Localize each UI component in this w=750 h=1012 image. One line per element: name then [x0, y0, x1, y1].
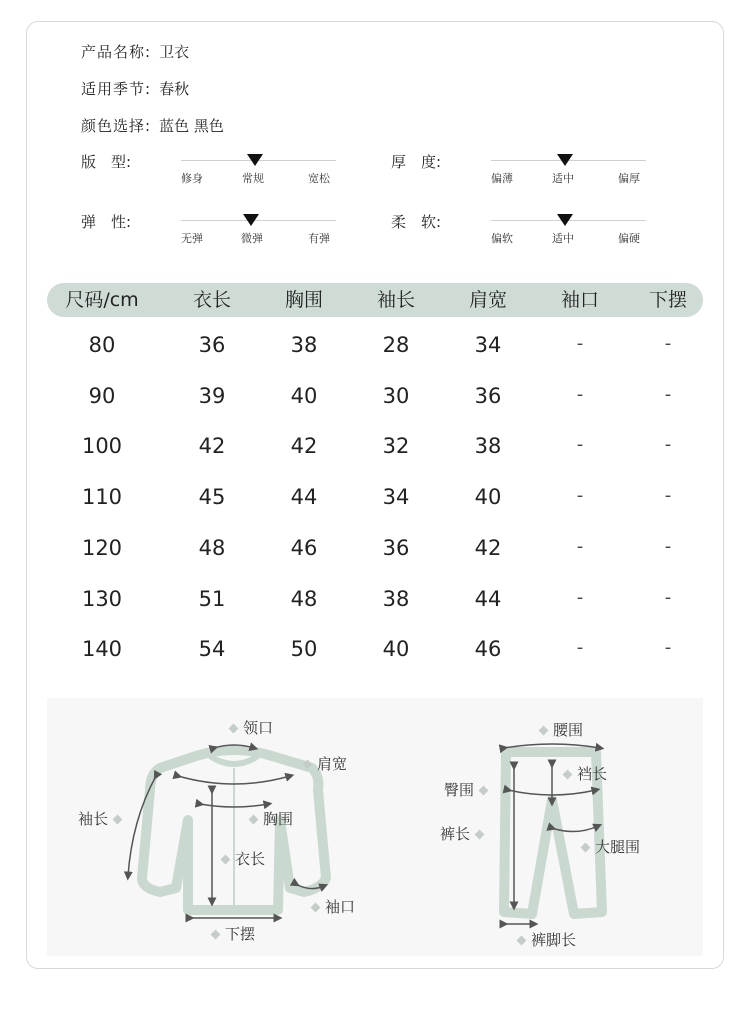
table-cell: 32: [382, 434, 410, 459]
product-name-label: 产品名称:: [81, 43, 152, 61]
softness-label: 柔 软:: [391, 213, 442, 231]
scale-option: 有弹: [308, 232, 330, 245]
table-cell: -: [664, 535, 672, 557]
table-cell: -: [576, 535, 584, 557]
table-cell: 39: [198, 383, 226, 408]
diamond-icon: [303, 760, 313, 770]
table-cell: -: [576, 434, 584, 456]
scale-option: 偏厚: [618, 172, 640, 185]
diamond-icon: [479, 786, 489, 796]
diamond-icon: [211, 930, 221, 940]
diamond-icon: [113, 815, 123, 825]
table-cell: -: [664, 383, 672, 405]
table-cell: -: [576, 637, 584, 659]
table-cell: 120: [81, 535, 123, 560]
table-cell: -: [664, 586, 672, 608]
table-cell: 100: [81, 434, 123, 459]
diamond-icon: [517, 936, 527, 946]
table-cell: 40: [474, 485, 502, 510]
scale-option: 偏硬: [618, 232, 640, 245]
label-rise: 裆长: [558, 763, 607, 784]
table-cell: -: [576, 586, 584, 608]
label-leg-opening: 裤脚长: [512, 929, 576, 950]
table-cell: -: [576, 333, 584, 354]
table-cell: 34: [474, 333, 502, 357]
header-size: 尺码/cm: [65, 289, 139, 311]
table-cell: 38: [290, 333, 318, 357]
label-shoulder: 肩宽: [298, 753, 347, 774]
diamond-icon: [311, 903, 321, 913]
header-hem: 下摆: [648, 289, 687, 311]
label-chest: 胸围: [244, 808, 293, 829]
diamond-icon: [229, 724, 239, 734]
scale-option: 偏薄: [491, 172, 513, 185]
table-cell: -: [576, 383, 584, 405]
diamond-icon: [563, 770, 573, 780]
scale-option: 宽松: [308, 172, 330, 185]
table-cell: 110: [81, 485, 123, 510]
header-shoulder: 肩宽: [468, 289, 507, 311]
label-length: 衣长: [216, 848, 265, 869]
header-length: 衣长: [192, 289, 231, 311]
label-hip: 臀围: [444, 779, 493, 800]
table-cell: 34: [382, 485, 410, 510]
scale-option: 无弹: [181, 232, 203, 245]
table-cell: 48: [198, 535, 226, 560]
label-thigh: 大腿围: [576, 836, 640, 857]
table-cell: 40: [290, 383, 318, 408]
label-collar: 领口: [224, 717, 273, 738]
table-cell: 28: [382, 333, 410, 357]
table-cell: 46: [290, 535, 318, 560]
diamond-icon: [221, 855, 231, 865]
label-waist: 腰围: [534, 719, 583, 740]
table-cell: -: [664, 485, 672, 507]
table-cell: -: [664, 637, 672, 659]
table-cell: 36: [198, 333, 226, 357]
table-cell: 38: [474, 434, 502, 459]
table-cell: 30: [382, 383, 410, 408]
diamond-icon: [539, 726, 549, 736]
table-cell: 130: [81, 586, 123, 611]
table-cell: -: [576, 485, 584, 507]
scale-option: 常规: [242, 172, 264, 185]
table-cell: 80: [88, 333, 116, 357]
scale-option: 偏软: [491, 232, 513, 245]
season-value: 春秋: [159, 80, 190, 98]
table-cell: 36: [382, 535, 410, 560]
label-sleeve: 袖长: [78, 808, 127, 829]
product-name-value: 卫衣: [159, 43, 190, 61]
diamond-icon: [249, 815, 259, 825]
table-cell: 44: [290, 485, 318, 510]
label-hem: 下摆: [206, 923, 255, 944]
color-label: 颜色选择:: [81, 117, 152, 135]
table-cell: 44: [474, 586, 502, 611]
scale-option: 适中: [552, 172, 574, 185]
scale-option: 微弹: [241, 232, 263, 245]
table-cell: 140: [81, 637, 123, 662]
label-pants-length: 裤长: [440, 823, 489, 844]
table-cell: -: [664, 434, 672, 456]
thickness-label: 厚 度:: [391, 153, 442, 171]
table-cell: 45: [198, 485, 226, 510]
table-cell: 54: [198, 637, 226, 662]
fit-label: 版 型:: [81, 153, 132, 171]
scale-option: 适中: [552, 232, 574, 245]
color-value: 蓝色 黑色: [159, 117, 224, 135]
table-cell: -: [664, 333, 672, 354]
table-cell: 42: [474, 535, 502, 560]
table-cell: 46: [474, 637, 502, 662]
table-cell: 51: [198, 586, 226, 611]
table-cell: 48: [290, 586, 318, 611]
season-label: 适用季节:: [81, 80, 152, 98]
table-cell: 40: [382, 637, 410, 662]
elasticity-label: 弹 性:: [81, 213, 132, 231]
table-cell: 38: [382, 586, 410, 611]
table-cell: 42: [198, 434, 226, 459]
header-sleeve: 袖长: [376, 289, 415, 311]
scale-option: 修身: [181, 172, 203, 185]
table-cell: 42: [290, 434, 318, 459]
table-cell: 36: [474, 383, 502, 408]
table-cell: 50: [290, 637, 318, 662]
diamond-icon: [475, 830, 485, 840]
header-cuff: 袖口: [560, 289, 599, 311]
table-cell: 90: [88, 383, 116, 408]
diamond-icon: [581, 843, 591, 853]
header-chest: 胸围: [284, 289, 323, 311]
label-cuff: 袖口: [306, 896, 355, 917]
